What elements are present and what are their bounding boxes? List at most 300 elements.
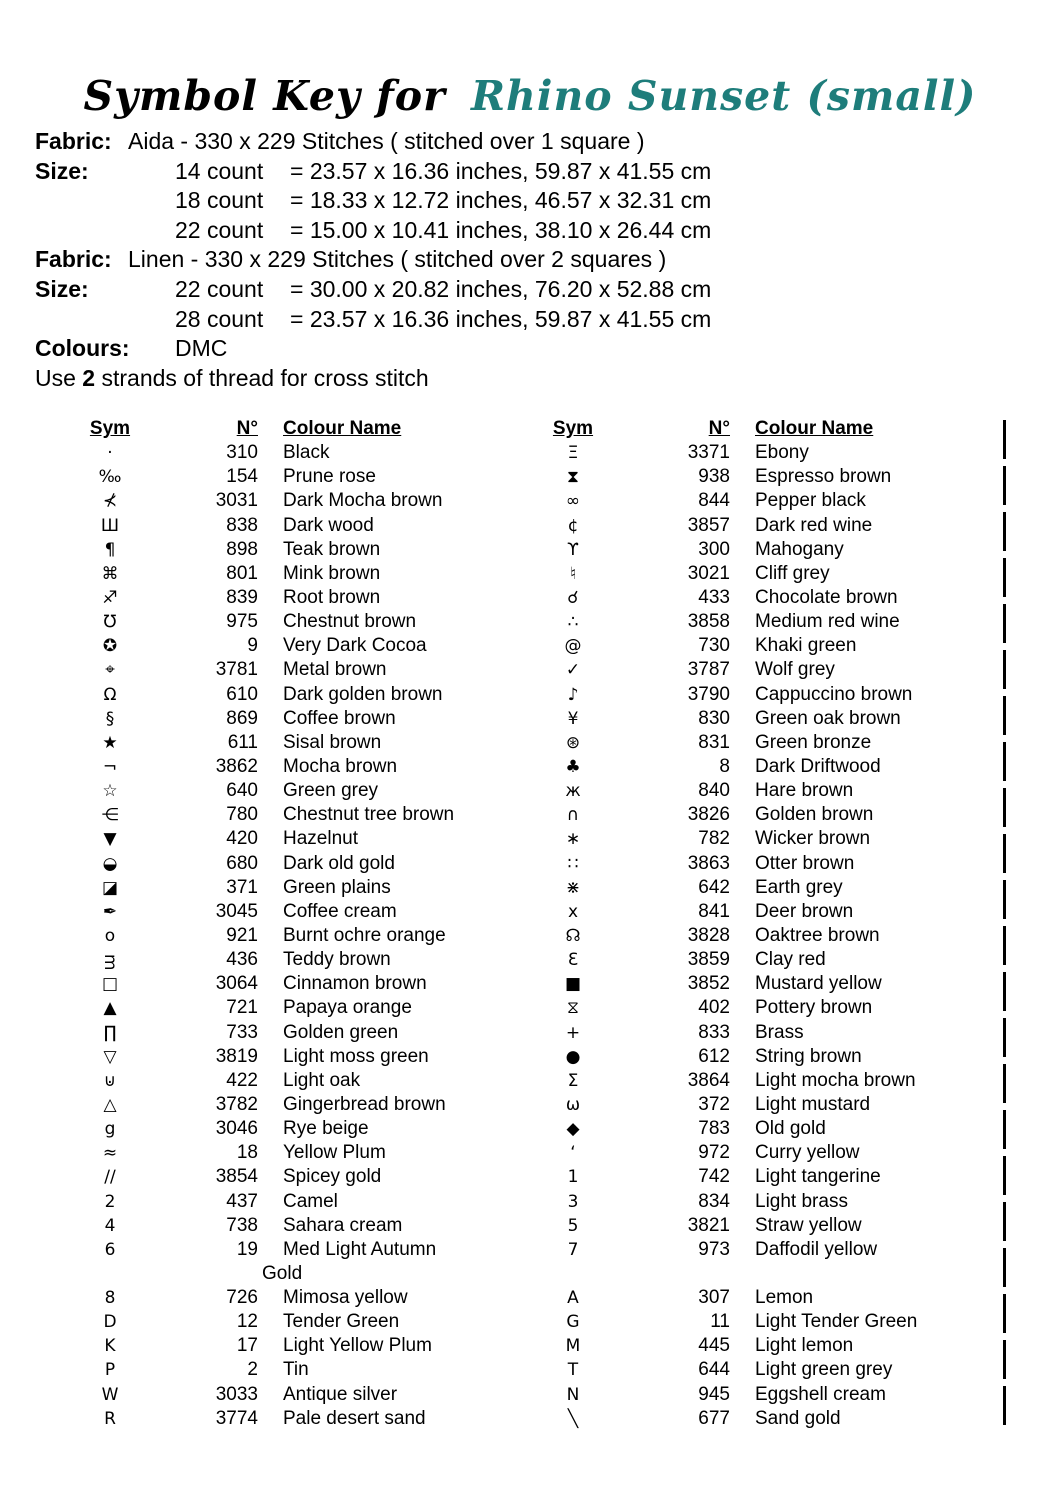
colour-name-cell: Prune rose (283, 466, 376, 488)
key-row (85, 1334, 454, 1358)
colour-name-cell: Mahogany (755, 538, 844, 560)
dmc-number-cell: 844 (698, 490, 730, 512)
key-row (548, 1383, 917, 1407)
symbol-cell: ◪ (101, 877, 119, 898)
info-count: 28 count (175, 305, 264, 332)
symbol-cell: ¢ (567, 515, 579, 536)
key-row (548, 876, 917, 900)
colour-name-cell: Chocolate brown (755, 586, 898, 608)
key-row (548, 1358, 917, 1382)
colour-name-cell: Coffee cream (283, 900, 397, 922)
colour-name-cell: Dark golden brown (283, 683, 443, 705)
key-row (548, 779, 917, 803)
key-row (548, 707, 917, 731)
symbol-cell: ∩ (566, 805, 580, 826)
colour-name-cell: Mustard yellow (755, 973, 882, 995)
key-row (548, 562, 917, 586)
symbol-cell: ≈ (102, 1143, 118, 1164)
key-header-row (85, 417, 454, 441)
dmc-number-cell: 3031 (215, 490, 258, 512)
dmc-number-cell: 783 (698, 1118, 730, 1140)
key-row (85, 1214, 454, 1238)
dmc-number-cell: 840 (698, 780, 730, 802)
key-row (548, 514, 917, 538)
key-row (548, 610, 917, 634)
symbol-cell: K (104, 1336, 116, 1357)
colour-name-cell: Green plains (283, 876, 391, 898)
dmc-number-cell: 3782 (215, 1093, 258, 1115)
symbol-cell: § (105, 708, 115, 729)
key-row (85, 1262, 454, 1286)
dmc-number-cell: 11 (710, 1311, 730, 1333)
colour-name-cell: Camel (283, 1190, 338, 1212)
dmc-number-cell: 973 (698, 1238, 730, 1260)
symbol-cell: ◆ (566, 1119, 580, 1140)
dmc-number-cell: 2 (247, 1359, 258, 1381)
colour-name-cell: Dark red wine (755, 514, 873, 536)
key-row (548, 465, 917, 489)
colour-name-cell: Mink brown (283, 562, 381, 584)
colour-name-cell: Yellow Plum (283, 1142, 386, 1164)
key-row (85, 731, 454, 755)
dmc-number-cell: 612 (698, 1045, 730, 1067)
info-count: 18 count (175, 187, 264, 214)
dmc-number-cell: 831 (698, 731, 730, 753)
key-row (548, 1310, 917, 1334)
dmc-number-cell: 938 (698, 466, 730, 488)
dmc-number-cell: 3790 (687, 683, 730, 705)
dmc-number-cell: 677 (698, 1407, 730, 1429)
symbol-cell: ■ (564, 974, 582, 995)
colour-name-cell: Clay red (755, 949, 826, 971)
dmc-number-cell: 402 (698, 997, 730, 1019)
info-line (35, 245, 711, 275)
info-line (35, 305, 711, 335)
info-count: 22 count (175, 275, 264, 302)
key-row (85, 634, 454, 658)
colour-name-cell: Light Yellow Plum (283, 1335, 432, 1357)
key-row (548, 1021, 917, 1045)
colour-name-cell: Sisal brown (283, 731, 382, 753)
key-row (85, 900, 454, 924)
dmc-number-cell: 154 (226, 466, 258, 488)
dmc-number-cell: 3854 (215, 1166, 258, 1188)
symbol-cell: R (104, 1408, 116, 1429)
dmc-number-cell: 833 (698, 1021, 730, 1043)
colour-name-cell: Light oak (283, 1069, 361, 1091)
info-value: = 23.57 x 16.36 inches, 59.87 x 41.55 cm (290, 305, 712, 332)
symbol-cell: ● (565, 1046, 581, 1067)
dmc-number-cell: 12 (236, 1311, 258, 1333)
info-count: DMC (175, 335, 228, 362)
key-row (85, 586, 454, 610)
colour-name-cell: Tender Green (283, 1311, 400, 1333)
key-row (85, 1310, 454, 1334)
symbol-cell: o (104, 925, 116, 946)
page-title-prefix: Symbol Key for (83, 72, 446, 120)
dmc-number-cell: 433 (698, 586, 730, 608)
colour-name-cell: Papaya orange (283, 997, 412, 1019)
symbol-key-column-left (85, 417, 454, 1431)
dmc-number-cell: 445 (698, 1335, 730, 1357)
colour-name-cell: Chestnut tree brown (283, 804, 455, 826)
key-row (548, 1190, 917, 1214)
key-row (85, 610, 454, 634)
dmc-number-cell: 3821 (687, 1214, 730, 1236)
key-row (548, 489, 917, 513)
dmc-number-cell: 726 (226, 1287, 258, 1309)
symbol-cell: 6 (104, 1239, 116, 1260)
colour-name-cell: Mimosa yellow (283, 1287, 408, 1309)
colour-name-cell: Curry yellow (755, 1142, 860, 1164)
key-row (85, 996, 454, 1020)
key-row (85, 1093, 454, 1117)
colour-name-cell: Brass (755, 1021, 804, 1043)
key-row (548, 1045, 917, 1069)
key-row (548, 634, 917, 658)
key-row (85, 1190, 454, 1214)
dmc-number-cell: 3064 (215, 973, 258, 995)
dmc-number-cell: 437 (226, 1190, 258, 1212)
symbol-cell: ∗ (565, 829, 581, 850)
colour-name-cell: Light tangerine (755, 1166, 881, 1188)
symbol-cell: ☊ (565, 925, 581, 946)
colour-name-cell: Dark old gold (283, 852, 395, 874)
key-row (85, 827, 454, 851)
dmc-number-cell: 19 (236, 1238, 258, 1260)
dmc-number-cell: 642 (698, 876, 730, 898)
symbol-cell: G (566, 1312, 580, 1333)
colour-name-cell: Hazelnut (283, 828, 358, 850)
symbol-cell: ᴟ (104, 950, 116, 971)
symbol-cell: x (567, 901, 579, 922)
symbol-cell: g (104, 1119, 116, 1140)
dmc-number-cell: 9 (247, 635, 258, 657)
symbol-cell: Ω (103, 684, 117, 705)
key-row (548, 803, 917, 827)
symbol-cell: ★ (102, 732, 118, 753)
page-title (0, 74, 1060, 119)
symbol-key-column-right (548, 417, 917, 1431)
header-sym: Sym (89, 418, 131, 439)
symbol-cell: ▼ (103, 829, 117, 850)
page-edge-dashed-line (1003, 420, 1006, 1432)
dmc-number-cell: 3046 (215, 1118, 258, 1140)
dmc-number-cell: 310 (226, 442, 258, 464)
header-number: N° (708, 418, 730, 439)
key-row (85, 1045, 454, 1069)
colour-name-cell: Earth grey (755, 876, 843, 898)
symbol-cell: 2 (104, 1191, 116, 1212)
symbol-cell: ♐ (102, 587, 118, 608)
key-row (85, 1069, 454, 1093)
key-row (85, 1117, 454, 1141)
dmc-number-cell: 780 (226, 804, 258, 826)
colour-name-cell: Deer brown (755, 900, 854, 922)
colour-name-cell: Otter brown (755, 852, 855, 874)
symbol-cell: 1 (567, 1167, 579, 1188)
symbol-cell: ⊀ (102, 491, 118, 512)
dmc-number-cell: 3857 (687, 514, 730, 536)
dmc-number-cell: 972 (698, 1142, 730, 1164)
key-row (548, 1238, 917, 1262)
colour-name-cell: Sahara cream (283, 1214, 403, 1236)
colour-name-cell: Light lemon (755, 1335, 854, 1357)
symbol-cell: Ш (100, 515, 120, 536)
colour-name-cell: Green bronze (755, 731, 872, 753)
symbol-cell: ♣ (565, 756, 581, 777)
symbol-cell: △ (103, 1094, 117, 1115)
symbol-cell: 8 (104, 1288, 116, 1309)
key-row (548, 852, 917, 876)
key-row (548, 1407, 917, 1431)
colour-name-cell: Eggshell cream (755, 1383, 886, 1405)
dmc-number-cell: 610 (226, 683, 258, 705)
colour-name-cell: Coffee brown (283, 707, 396, 729)
colour-name-cell: Black (283, 442, 330, 464)
colour-name-cell: Light moss green (283, 1045, 429, 1067)
symbol-cell: W (101, 1384, 119, 1405)
dmc-number-cell: 3858 (687, 611, 730, 633)
key-row (548, 1117, 917, 1141)
key-row (85, 1141, 454, 1165)
colour-name-cell: Straw yellow (755, 1214, 862, 1236)
dmc-number-cell: 3774 (215, 1407, 258, 1429)
info-line (35, 127, 711, 157)
key-row (548, 1214, 917, 1238)
key-row (548, 1093, 917, 1117)
info-label: Colours: (35, 335, 130, 362)
symbol-cell: ¬ (102, 756, 118, 777)
symbol-cell: ⌘ (101, 563, 119, 584)
colour-name-cell: Golden brown (755, 804, 874, 826)
dmc-number-cell: 839 (226, 586, 258, 608)
colour-name-cell: Sand gold (755, 1407, 841, 1429)
symbol-cell: ✓ (565, 660, 581, 681)
colour-name-cell: Light Tender Green (755, 1311, 918, 1333)
symbol-cell: T (567, 1360, 579, 1381)
key-row (548, 1286, 917, 1310)
dmc-number-cell: 611 (227, 731, 258, 753)
symbol-cell: 5 (567, 1215, 579, 1236)
symbol-cell: ⧗ (567, 467, 579, 488)
colour-name-cell: Gingerbread brown (283, 1093, 446, 1115)
key-row (85, 779, 454, 803)
dmc-number-cell: 436 (226, 949, 258, 971)
key-row (85, 1238, 454, 1262)
key-row (548, 538, 917, 562)
key-row (85, 562, 454, 586)
symbol-cell: 4 (104, 1215, 116, 1236)
key-row (85, 1021, 454, 1045)
colour-name-cell: Cliff grey (755, 562, 830, 584)
dmc-number-cell: 3828 (687, 924, 730, 946)
dmc-number-cell: 801 (226, 562, 258, 584)
key-row (85, 1286, 454, 1310)
colour-name-cell: Cappuccino brown (755, 683, 913, 705)
header-sym: Sym (552, 418, 594, 439)
key-row (548, 586, 917, 610)
dmc-number-cell: 742 (698, 1166, 730, 1188)
dmc-number-cell: 733 (226, 1021, 258, 1043)
info-value: = 15.00 x 10.41 inches, 38.10 x 26.44 cm (290, 216, 712, 243)
colour-name-cell: Chestnut brown (283, 611, 417, 633)
dmc-number-cell: 300 (698, 538, 730, 560)
key-row (85, 948, 454, 972)
key-row (548, 441, 917, 465)
dmc-number-cell: 3021 (687, 562, 730, 584)
fabric-info-lines (35, 127, 711, 364)
key-header-row (548, 417, 917, 441)
dmc-number-cell: 830 (698, 707, 730, 729)
dmc-number-cell: 422 (226, 1069, 258, 1091)
colour-name-cell: Green grey (283, 780, 379, 802)
info-label: Size: (35, 157, 89, 184)
colour-name-cell: Medium red wine (755, 611, 900, 633)
colour-name-cell: Mocha brown (283, 755, 398, 777)
symbol-cell: ☆ (102, 781, 118, 802)
dmc-number-cell: 3862 (215, 755, 258, 777)
dmc-number-cell: 782 (698, 828, 730, 850)
colour-name-cell: String brown (755, 1045, 862, 1067)
symbol-cell: ∴ (567, 612, 579, 633)
colour-name-cell: Pepper black (755, 490, 866, 512)
symbol-cell: ϒ (567, 539, 579, 560)
dmc-number-cell: 3045 (215, 900, 258, 922)
key-row (85, 803, 454, 827)
symbol-cell: ♮ (569, 563, 577, 584)
key-row (548, 1165, 917, 1189)
symbol-cell: ‘ (570, 1143, 576, 1164)
key-rows-right (548, 441, 917, 1431)
key-row (85, 658, 454, 682)
symbol-cell: Ξ (567, 443, 579, 464)
info-value: Linen - 330 x 229 Stitches ( stitched over 2 squares ) (128, 246, 667, 273)
info-line (35, 275, 711, 305)
dmc-number-cell: 834 (698, 1190, 730, 1212)
symbol-cell: ✒ (102, 901, 118, 922)
key-row (85, 1407, 454, 1431)
colour-name-cell: Espresso brown (755, 466, 892, 488)
colour-name-cell: Golden green (283, 1021, 399, 1043)
info-line (35, 334, 711, 364)
key-row (85, 876, 454, 900)
symbol-cell: N (566, 1384, 580, 1405)
colour-name-cell: Daffodil yellow (755, 1238, 878, 1260)
symbol-cell: ⧖ (567, 998, 579, 1019)
dmc-number-cell: 307 (698, 1287, 730, 1309)
dmc-number-cell: 3859 (687, 949, 730, 971)
symbol-cell: ✪ (102, 636, 118, 657)
key-row (85, 441, 454, 465)
symbol-cell: ⋇ (565, 877, 581, 898)
symbol-cell: ∷ (567, 853, 579, 874)
colour-name-cell: Wicker brown (755, 828, 871, 850)
key-row (85, 1383, 454, 1407)
header-number: N° (236, 418, 258, 439)
dmc-number-cell: 898 (226, 538, 258, 560)
dmc-number-cell: 721 (226, 997, 258, 1019)
colour-name-cell: Ebony (755, 442, 809, 464)
colour-name-cell: Dark Mocha brown (283, 490, 443, 512)
symbol-cell: ▲ (103, 998, 117, 1019)
dmc-number-cell: 838 (226, 514, 258, 536)
colour-name-cell: Light brass (755, 1190, 848, 1212)
dmc-number-cell: 3781 (215, 659, 258, 681)
key-row (548, 900, 917, 924)
colour-name-cell: Green oak brown (755, 707, 901, 729)
key-row (85, 707, 454, 731)
strands-count: 2 (82, 364, 96, 391)
key-row (548, 1141, 917, 1165)
colour-name-cell: Metal brown (283, 659, 387, 681)
dmc-number-cell: 945 (698, 1383, 730, 1405)
key-row (548, 1334, 917, 1358)
dmc-number-cell: 640 (226, 780, 258, 802)
dmc-number-cell: 3852 (687, 973, 730, 995)
symbol-cell: ☌ (567, 587, 579, 608)
key-row (548, 948, 917, 972)
dmc-number-cell: 3371 (687, 442, 730, 464)
symbol-cell: ¥ (567, 708, 579, 729)
symbol-cell: 3 (567, 1191, 579, 1212)
strands-suffix: strands of thread for cross stitch (95, 364, 429, 391)
dmc-number-cell: 3819 (215, 1045, 258, 1067)
colour-name-cell: Pale desert sand (283, 1407, 426, 1429)
info-label: Size: (35, 275, 89, 302)
dmc-number-cell: 975 (226, 611, 258, 633)
info-value: = 30.00 x 20.82 inches, 76.20 x 52.88 cm (290, 275, 712, 302)
dmc-number-cell: 738 (226, 1214, 258, 1236)
dmc-number-cell: 372 (698, 1093, 730, 1115)
symbol-cell: ℧ (103, 612, 117, 633)
key-row (548, 1262, 917, 1286)
dmc-number-cell: 18 (236, 1142, 258, 1164)
fabric-info-block (35, 127, 711, 393)
key-row (85, 852, 454, 876)
colour-name-cell: Khaki green (755, 635, 857, 657)
colour-name-cell: Hare brown (755, 780, 854, 802)
symbol-cell: 7 (567, 1239, 579, 1260)
colour-name-cell: Burnt ochre orange (283, 924, 446, 946)
key-row (85, 1165, 454, 1189)
info-label: Fabric: (35, 128, 112, 154)
header-colour-name: Colour Name (283, 418, 402, 439)
info-count: 14 count (175, 157, 264, 184)
key-row (85, 489, 454, 513)
colour-name-cell: Spicey gold (283, 1166, 382, 1188)
key-row (548, 924, 917, 948)
symbol-cell: ⊛ (565, 732, 581, 753)
info-value: Aida - 330 x 229 Stitches ( stitched over 1 square ) (128, 128, 645, 154)
colour-name-cell: Teak brown (283, 538, 381, 560)
symbol-cell: ▽ (103, 1046, 117, 1067)
symbol-cell: ◒ (102, 853, 118, 874)
symbol-cell: ж (565, 781, 581, 802)
dmc-number-cell: 841 (698, 900, 730, 922)
key-row (548, 683, 917, 707)
dmc-number-cell: 921 (226, 924, 258, 946)
dmc-number-cell: 8 (719, 755, 730, 777)
symbol-cell: ♪ (567, 684, 579, 705)
dmc-number-cell: 3826 (687, 804, 730, 826)
key-row (548, 827, 917, 851)
dmc-number-cell: 371 (226, 876, 258, 898)
symbol-cell: □ (101, 974, 119, 995)
key-row (548, 972, 917, 996)
colour-name-cell: Cinnamon brown (283, 973, 427, 995)
symbol-cell: ⊍ (103, 1070, 117, 1091)
